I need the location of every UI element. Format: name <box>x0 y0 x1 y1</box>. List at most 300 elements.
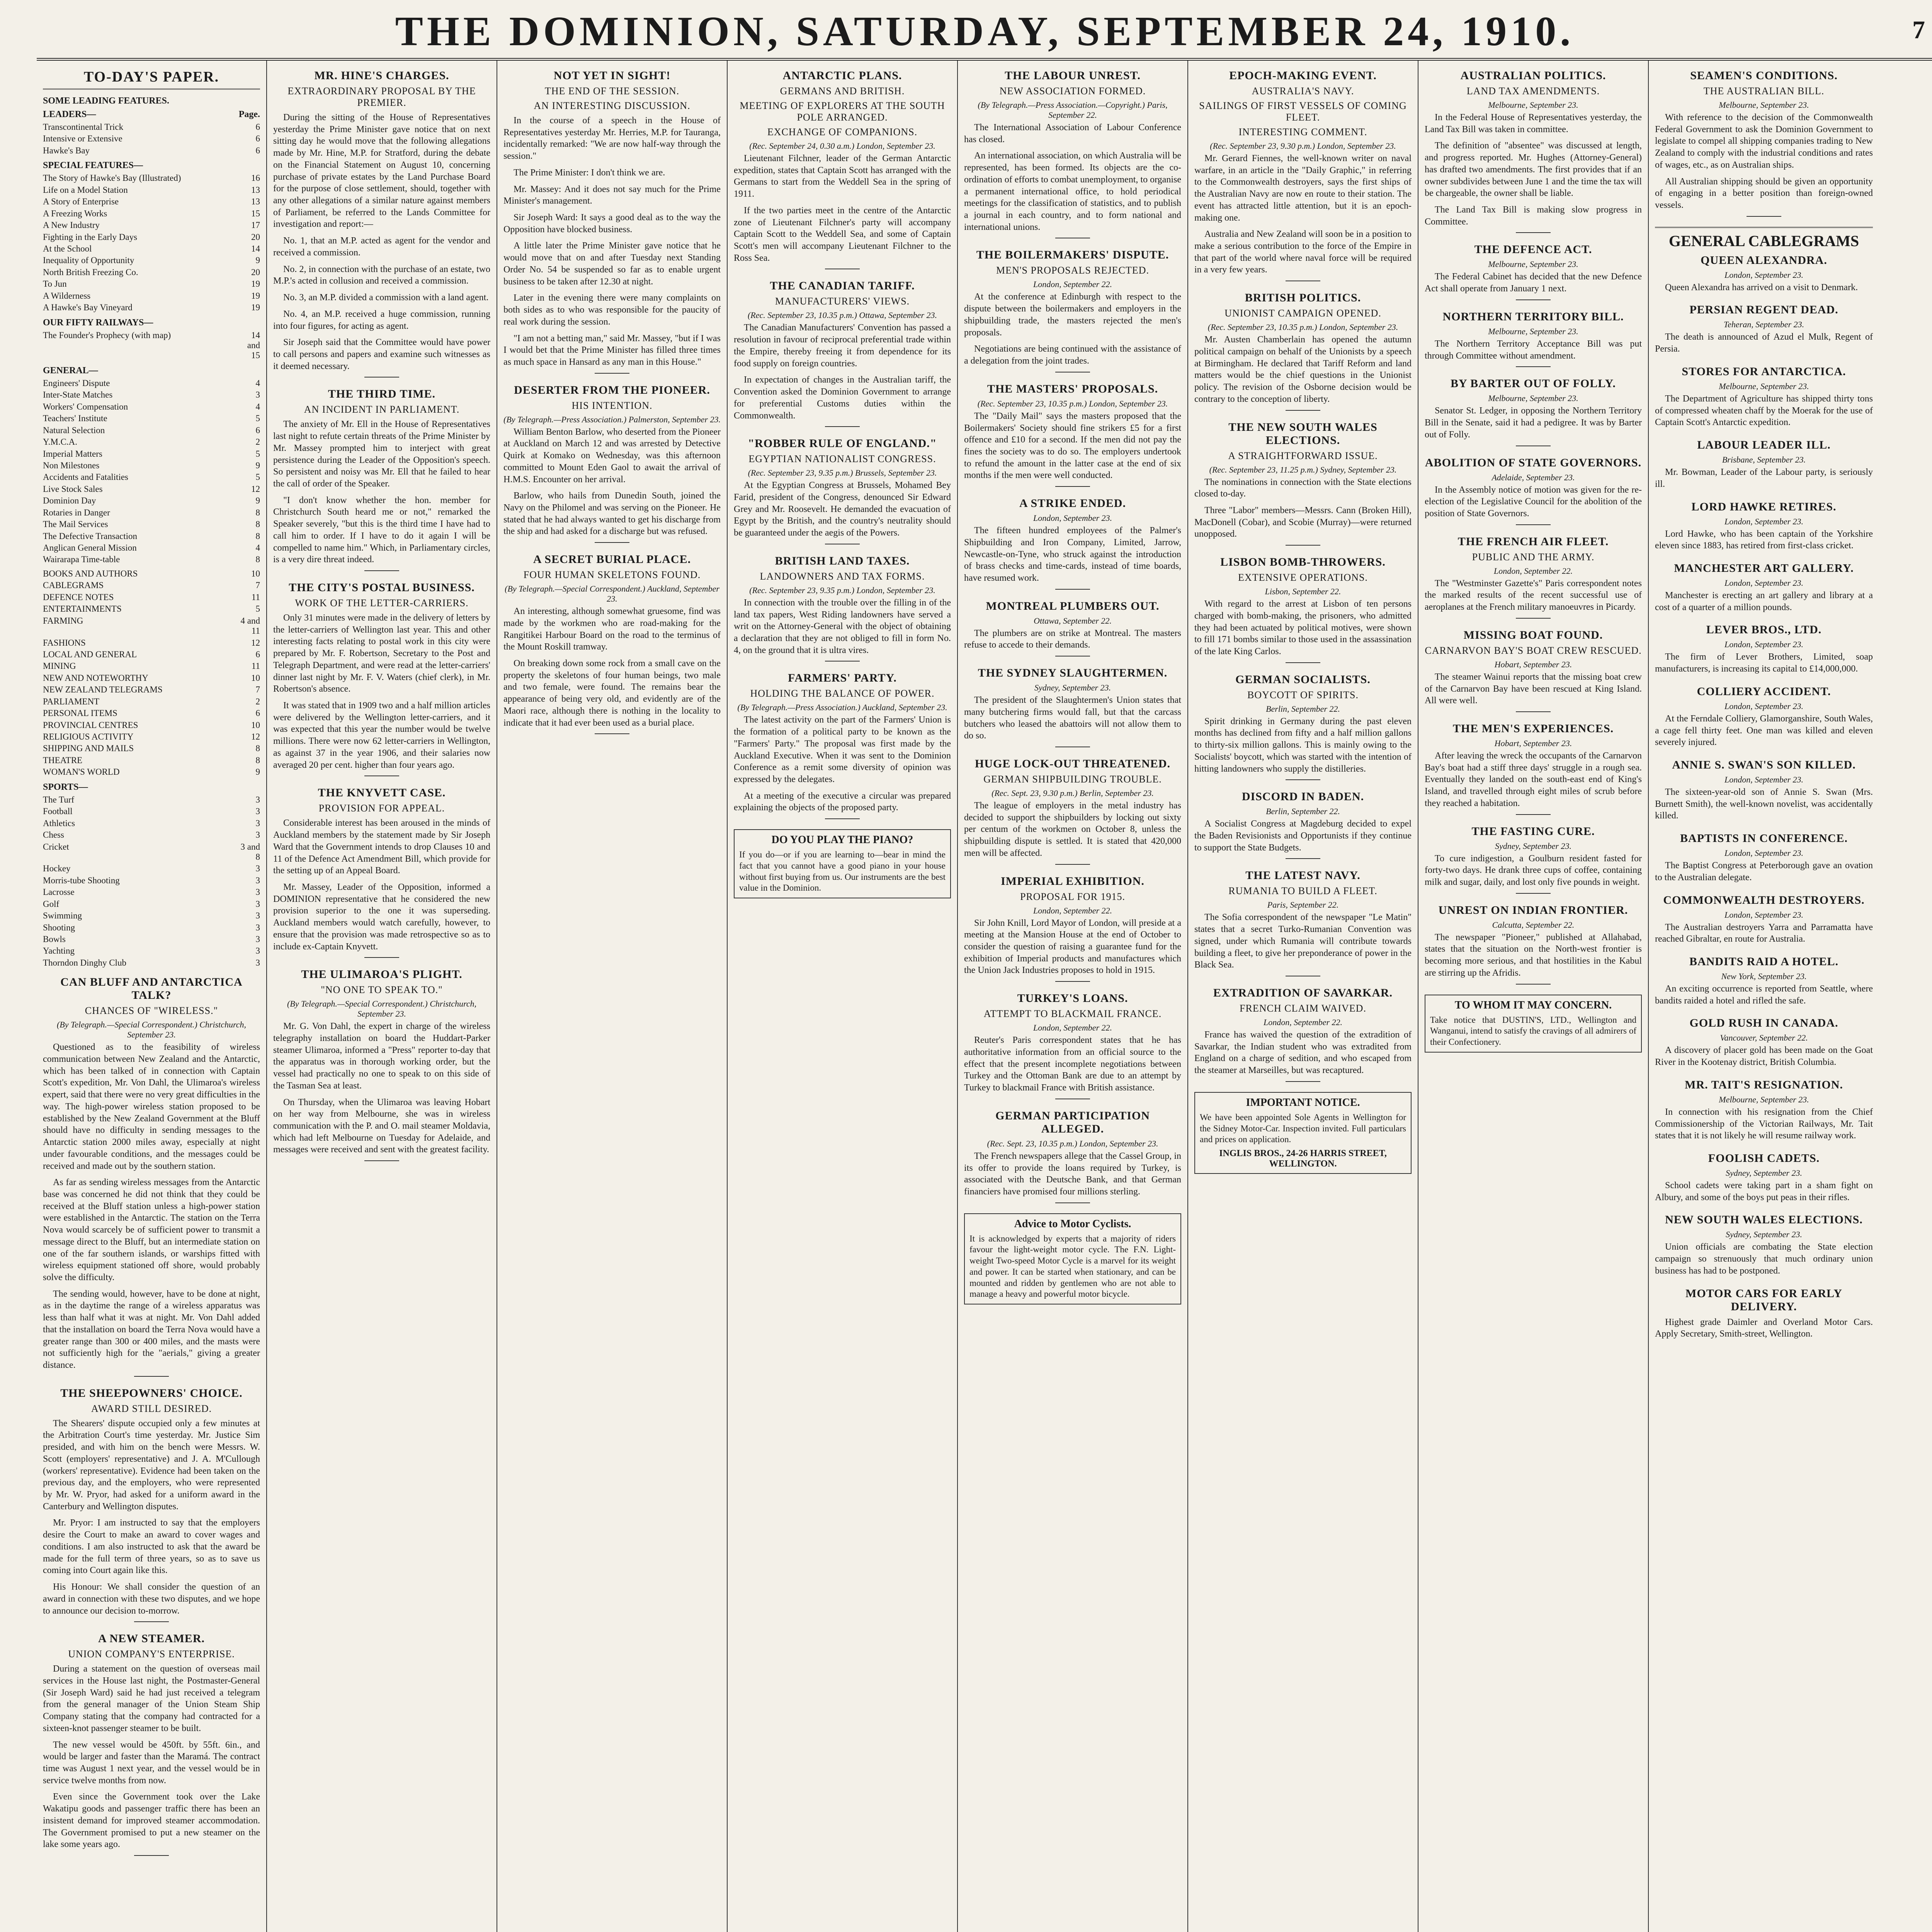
contents-label: Hawke's Bay <box>43 145 90 155</box>
column-2 <box>267 61 497 1932</box>
article-paragraph: The fifteen hundred employees of the Palmer's Shipbuilding and Iron Company, Limited, Jarrow, Newcastle-on-Tyne, who struck against the introduction of brass checks and time-cards, instead of time boards, have resumed work. <box>964 526 1181 583</box>
contents-page: 8 <box>255 519 260 529</box>
contents-row <box>43 806 260 817</box>
article-paragraph: "I don't know whether the hon. member for Christchurch South heard me or not," remarked the Speaker severely, "but this is the third time I have had to call him to order. If I have to do it again I will be compelled to name him." Which, in Parliamentary circles, is a very dire threat indeed. <box>273 495 490 565</box>
article-paragraph: Three "Labor" members—Messrs. Cann (Broken Hill), MacDonell (Cobar), and Scobie (Murray)—were returned unopposed. <box>1194 505 1412 539</box>
contents-label: To Jun <box>43 279 67 289</box>
cablegram-text: A discovery of placer gold has been made on the Goat River in the Kootenay district, British Columbia. <box>1655 1045 1873 1068</box>
cablegram-dateline: Melbourne, September 23. <box>1719 1094 1809 1104</box>
column-6 <box>1188 61 1418 1932</box>
article-paragraph: After leaving the wreck the occupants of the Carnarvon Bay's boat had a stiff three days' struggle in a rough sea. Eventually they landed on the south-east end of King's Island, and travelled through eight miles of scrub before they reached a habitation. <box>1425 750 1642 808</box>
article-dateline: London, September 23. <box>1033 513 1112 523</box>
contents-label: Hockey <box>43 864 71 874</box>
contents-row <box>43 172 260 184</box>
article-savarkar <box>1194 986 1412 1082</box>
ad-text: It is acknowledged by experts that a majority of riders favour the light-weight motor cycle. The F.N. Light-weight Two-speed Motor Cycle is a marvel for its weight and power. It can be started when stationary, and can be mounted and ridden by gentlemen who are not able to manage a heavy and powerful motor bicycle. <box>969 1233 1176 1299</box>
article-paragraph: Considerable interest has been aroused in the minds of Auckland members by the statement made by Sir Joseph Ward that the Government intends to drop Clauses 10 and 11 of the Defence Act Amendment Bill, which provide for the setting up of an Appeal Board. <box>273 818 490 876</box>
article-paragraph: "I am not a betting man," said Mr. Massey, "but if I was I would bet that the Prime Minister has filled three times as much space in Hansard as any man in this House." <box>503 333 721 367</box>
article-subtitle: EGYPTIAN NATIONALIST CONGRESS. <box>748 453 936 465</box>
contents-page: 6 <box>255 708 260 718</box>
fifty-label: OUR FIFTY RAILWAYS— <box>43 317 153 328</box>
separator-rule <box>1286 662 1320 663</box>
article-dateline: (Rec. September 23, 9.30 p.m.) London, September 23. <box>1210 141 1396 151</box>
contents-page: 6 <box>255 425 260 435</box>
article-dateline: Lisbon, September 22. <box>1265 587 1341 597</box>
separator-rule <box>1516 618 1551 619</box>
article-subtitle: FRENCH CLAIM WAIVED. <box>1240 1003 1366 1014</box>
contents-row <box>43 495 260 507</box>
article-paragraph: The Federal Cabinet has decided that the new Defence Act shall operate from January 1 next. <box>1425 272 1642 294</box>
cablegram-dateline: London, September 23. <box>1724 639 1804 650</box>
cablegram-dateline: London, September 23. <box>1724 848 1804 858</box>
contents-label: Athletics <box>43 818 75 828</box>
article-title: THE LATEST NAVY. <box>1245 869 1361 882</box>
contents-page: 9 <box>255 496 260 506</box>
contents-page: 3 <box>255 390 260 400</box>
cablegram-item <box>1655 1152 1873 1203</box>
contents-page: 3 <box>255 934 260 944</box>
contents-page: 9 <box>255 460 260 470</box>
article-paragraph: Barlow, who hails from Dunedin South, joined the Navy on the Philomel and was serving on the Pioneer. He stated that he had always wanted to get his discharge from the ship and had asked for a discharge but was refused. <box>503 491 721 537</box>
contents-page: 10 <box>251 720 260 730</box>
article-subtitle: A STRAIGHTFORWARD ISSUE. <box>1228 450 1378 461</box>
article-paragraph: The Prime Minister: I don't think we are. <box>514 167 665 178</box>
article-subtitle: NEW ASSOCIATION FORMED. <box>999 85 1146 97</box>
article-title: THE CITY'S POSTAL BUSINESS. <box>289 581 475 594</box>
article-dateline: (Rec. September 23, 11.25 p.m.) Sydney, September 23. <box>1209 464 1397 474</box>
contents-label: Workers' Compensation <box>43 401 128 412</box>
contents-row <box>43 696 260 707</box>
article-subtitle: THE END OF THE SESSION. <box>544 85 680 97</box>
article-paragraph: The Shearers' dispute occupied only a few minutes at the Arbitration Court's time yesterday. Mr. Justice Sim presided, and with him on the bench were Messrs. W. Scott (employers' representative) and J. A. M'Cullough (workers' representative). Evidence had been taken on the previous day, and the employers, who were represented by Mr. W. Pryor, had asked for a uniform award in the Canterbury and Wellington disputes. <box>43 1418 260 1512</box>
contents-page: 12 <box>251 484 260 494</box>
article-paragraph: The steamer Wainui reports that the missing boat crew of the Carnarvon Bay have been rescued at King Island. All were well. <box>1425 672 1642 706</box>
contents-row <box>43 743 260 754</box>
contents-page: 6 <box>255 122 260 132</box>
cablegram-dateline: Brisbane, September 23. <box>1722 455 1806 465</box>
article-paragraph: Mr. Massey: And it does not say much for the Prime Minister's management. <box>503 184 721 206</box>
contents-label: A New Industry <box>43 220 100 230</box>
contents-row <box>43 436 260 448</box>
cablegram-title: QUEEN ALEXANDRA. <box>1701 253 1827 267</box>
columns <box>37 61 1932 1932</box>
article-dateline: London, September 22. <box>1033 1023 1112 1033</box>
article-title: THE LABOUR UNREST. <box>1005 69 1141 82</box>
article-subtitle: CARNARVON BAY'S BOAT CREW RESCUED. <box>1425 645 1642 656</box>
article-paragraph: The newspaper "Pioneer," published at Allahabad, states that the situation on the North-west frontier is becoming more serious, and that hostilities in the Kabul are stirring up the Afridis. <box>1425 932 1642 978</box>
contents-row <box>43 330 260 362</box>
article-paragraph: In connection with the trouble over the filling in of the land tax papers, West Riding landowners have served a writ on the Attorney-General with the object of obtaining a declaration that they are not obliged to fill in form No. 4, on the ground that it is ultra vires. <box>734 597 951 655</box>
article-dateline: Hobart, September 23. <box>1494 659 1572 669</box>
cablegram-item <box>1655 759 1873 822</box>
cablegram-dateline: Sydney, September 23. <box>1726 1230 1802 1240</box>
article-title: THE BOILERMAKERS' DISPUTE. <box>976 248 1169 262</box>
cablegram-text: At the Ferndale Colliery, Glamorganshire, South Wales, a cage fell thirty feet. One man was killed and eleven severely injured. <box>1655 713 1873 748</box>
article-subtitle: BOYCOTT OF SPIRITS. <box>1247 689 1359 701</box>
article-title: "ROBBER RULE OF ENGLAND." <box>748 437 937 450</box>
contents-page: 10 <box>251 673 260 683</box>
contents-label: RELIGIOUS ACTIVITY <box>43 732 134 742</box>
contents-label: BOOKS AND AUTHORS <box>43 568 138 578</box>
article-mens-experiences <box>1425 722 1642 815</box>
article-postal-business <box>273 581 490 776</box>
contents-row <box>43 731 260 743</box>
contents-label: THEATRE <box>43 755 83 765</box>
contents-label: Fighting in the Early Days <box>43 232 138 242</box>
article-land-taxes <box>734 554 951 662</box>
leaders-heading <box>43 109 260 120</box>
contents-label: A Wilderness <box>43 291 91 301</box>
contents-page: 5 <box>255 604 260 614</box>
cablegram-title: BAPTISTS IN CONFERENCE. <box>1680 832 1848 845</box>
separator-rule <box>364 570 399 571</box>
article-boilermakers <box>964 248 1181 372</box>
article-dateline: Paris, September 22. <box>1267 900 1339 910</box>
contents-label: MINING <box>43 661 76 671</box>
article-title: UNREST ON INDIAN FRONTIER. <box>1438 903 1628 917</box>
contents-row <box>43 755 260 766</box>
contents-row <box>43 922 260 934</box>
cablegram-item <box>1655 500 1873 552</box>
contents-page: 7 <box>255 580 260 590</box>
cablegram-text: School cadets were taking part in a sham fight on Albury, and some of the boys put peas in their rifles. <box>1655 1180 1873 1202</box>
article-paragraph: Even since the Government took over the Lake Wakatipu goods and passenger traffic there has been an insistent demand for improved steamer accommodation. The Government promised to put a new steamer on the lake some years ago. <box>43 1792 260 1850</box>
contents-row <box>43 243 260 255</box>
article-dateline: Melbourne, September 23. <box>1488 326 1578 336</box>
separator-rule <box>1055 486 1090 487</box>
contents-page: 14 <box>251 243 260 253</box>
article-dateline: (Rec. September 23, 9.35 p.m.) Brussels, September 23. <box>748 468 937 478</box>
article-paragraph: The French newspapers allege that the Cassel Group, in its offer to provide the loans required by Turkey, is associated with the Deutsche Bank, and that German financiers have promised four millions sterling. <box>964 1151 1181 1197</box>
ad-title: TO WHOM IT MAY CONCERN. <box>1454 999 1612 1011</box>
article-title: THE DEFENCE ACT. <box>1474 243 1592 256</box>
contents-page: 13 <box>251 197 260 207</box>
article-paragraph: Mr. Pryor: I am instructed to say that the employers desire the Court to make an award to cover wages and conditions. I am also instructed to ask that the award be made for the full term of three years, so as to save us coming into Court again like this. <box>43 1518 260 1576</box>
contents-label: Lacrosse <box>43 887 75 897</box>
separator-rule <box>364 1160 399 1161</box>
article-title: EXTRADITION OF SAVARKAR. <box>1213 986 1393 1000</box>
article-paragraph: To cure indigestion, a Goulburn resident fasted for forty-two days. He drank three cups of coffee, containing milk and sugar, daily, and lost only five pounds in weight. <box>1425 853 1642 887</box>
article-paragraph: The International Association of Labour Conference has closed. <box>964 122 1181 145</box>
contents-label: DEFENCE NOTES <box>43 592 114 602</box>
article-subtitle: GERMAN SHIPBUILDING TROUBLE. <box>983 774 1162 785</box>
article-title: BRITISH LAND TAXES. <box>775 554 910 567</box>
cablegram-title: COLLIERY ACCIDENT. <box>1697 685 1831 698</box>
contents-page: 3 <box>255 875 260 885</box>
ad-title: Advice to Motor Cyclists. <box>1014 1218 1131 1230</box>
contents-label: NEW AND NOTEWORTHY <box>43 673 148 683</box>
cablegram-text: The Australian destroyers Yarra and Parramatta have reached Gibraltar, en route for Australia. <box>1655 922 1873 944</box>
leaders-list <box>43 121 260 156</box>
contents-page: 6 <box>255 145 260 155</box>
column-4 <box>728 61 958 1932</box>
contents-label: Football <box>43 806 73 816</box>
contents-label: Thorndon Dinghy Club <box>43 957 126 968</box>
departments-list <box>43 568 260 778</box>
article-subtitle: FOUR HUMAN SKELETONS FOUND. <box>523 569 701 581</box>
cablegram-title: MOTOR CARS FOR EARLY DELIVERY. <box>1685 1287 1842 1313</box>
article-title: FARMERS' PARTY. <box>788 672 897 685</box>
article-paragraph: Mr. Gerard Fiennes, the well-known writer on naval warfare, in an article in the "Daily Graphic," in referring to the Commonwealth destroyers, says the first ships of the Australian Navy are now en route to their station. The event has attracted little attention, but it is an epoch-making one. <box>1194 153 1412 223</box>
contents-page: 8 <box>255 743 260 753</box>
contents-label: Live Stock Sales <box>43 484 103 494</box>
cablegram-item <box>1655 562 1873 613</box>
contents-label: Golf <box>43 899 60 909</box>
article-dateline: Calcutta, September 22. <box>1492 920 1575 930</box>
contents-row <box>43 637 260 649</box>
article-dateline: Berlin, September 22. <box>1266 704 1340 714</box>
cablegram-title: ANNIE S. SWAN'S SON KILLED. <box>1672 758 1856 771</box>
contents-row <box>43 460 260 471</box>
article-subtitle: MEN'S PROPOSALS REJECTED. <box>996 265 1149 276</box>
contents-page: 20 <box>251 267 260 277</box>
article-paragraph: If the two parties meet in the centre of the Antarctic zone of Lieutenant Filchner's party will accompany Captain Scott to the Weddell Sea, and some of Captain Scott's men will accompany Lieutenant Filchner to the Ross Sea. <box>734 205 951 263</box>
article-subtitle: EXCHANGE OF COMPANIONS. <box>767 126 918 138</box>
cablegram-item <box>1655 439 1873 490</box>
article-dateline: (Rec. September 23, 10.35 p.m.) London, September 23. <box>1208 322 1398 332</box>
article-subtitle: UNION COMPANY'S ENTERPRISE. <box>68 1648 235 1660</box>
article-dateline: Adelaide, September 23. <box>1492 472 1575 482</box>
contents-label: Accidents and Fatalities <box>43 472 128 482</box>
separator-rule <box>1516 524 1551 525</box>
contents-page: 3 <box>255 899 260 909</box>
contents-label: Cricket <box>43 842 69 852</box>
contents-label: ENTERTAINMENTS <box>43 604 122 614</box>
article-subtitle: THE AUSTRALIAN BILL. <box>1703 85 1825 97</box>
article-paragraph: The Canadian Manufacturers' Convention has passed a resolution in favour of reciprocal preferential trade within the Empire, thereby freeing it from dependence for its food supply on foreign countries. <box>734 323 951 369</box>
article-paragraph: Questioned as to the feasibility of wireless communication between New Zealand and the Antarctic, which has been talked of in connection with Captain Scott's expedition, Mr. Von Dahl, the Ulimaroa's wireless expert, said that there were no very great difficulties in the way. The high-power wireless station proposed to be established by the New Zealand Government at the Bluff should have no difficulty in sending messages to the Antarctic station 2000 miles away, especially at night under favourable conditions, and the messages could be received and made out by the southern station. <box>43 1042 260 1171</box>
contents-row <box>43 615 260 637</box>
contents-page: 4 <box>255 543 260 553</box>
article-subtitle: HIS INTENTION. <box>571 400 653 411</box>
contents-page: 6 <box>255 649 260 659</box>
article-paragraph: The nominations in connection with the State elections closed to-day. <box>1194 477 1412 499</box>
contents-label: At the School <box>43 243 92 253</box>
article-paragraph: A Socialist Congress at Magdeburg decided to expel the Baden Revisionists and Opportunists if they continue to support the State Budgets. <box>1194 819 1412 853</box>
article-seamen <box>1655 69 1873 217</box>
separator-rule <box>1055 981 1090 982</box>
contents-page: 9 <box>255 255 260 265</box>
article-subtitle: EXTRAORDINARY PROPOSAL BY THE PREMIER. <box>287 85 476 108</box>
article-paragraph: Mr. Austen Chamberlain has opened the autumn political campaign on behalf of the Unionists by a speech at Birmingham. He declared that Tariff Reform and land matters would be the chief questions in the Unionist policy. The revision of the Osborne decision would be contrary to the conception of liberty. <box>1194 335 1412 404</box>
cablegram-title: COMMONWEALTH DESTROYERS. <box>1663 893 1865 906</box>
contents-row <box>43 672 260 684</box>
article-third-time <box>273 388 490 571</box>
article-northern-territory <box>1425 310 1642 367</box>
contents-row <box>43 145 260 156</box>
contents-page: 8 <box>255 554 260 565</box>
article-paragraph: His Honour: We shall consider the question of an award in connection with these two disputes, and we hope to announce our decision to-morrow. <box>43 1582 260 1616</box>
article-dateline: Berlin, September 22. <box>1266 806 1340 816</box>
cablegram-title: PERSIAN REGENT DEAD. <box>1689 303 1838 316</box>
contents-label: Imperial Matters <box>43 449 102 459</box>
contents-page: 7 <box>255 685 260 695</box>
article-paragraph: William Benton Barlow, who deserted from the Pioneer at Auckland on March 12 and was arrested by Detective Quirk at Komako on Wednesday, was this afternoon committed to Mount Eden Gaol to await the arrival of H.M.S. Encounter on her arrival. <box>503 427 721 485</box>
article-paragraph: In the course of a speech in the House of Representatives yesterday Mr. Herries, M.P. for Tauranga, incidentally remarked: "We are now half-way through the session." <box>503 116 721 162</box>
contents-row <box>43 401 260 413</box>
contents-page: 14 and 15 <box>247 330 260 361</box>
article-title: A STRIKE ENDED. <box>1019 497 1126 510</box>
contents-row <box>43 898 260 910</box>
article-title: SEAMEN'S CONDITIONS. <box>1690 69 1838 82</box>
article-dateline: (Rec. September 24, 0.30 a.m.) London, September 23. <box>749 141 935 151</box>
ad-motor-cyclists <box>964 1213 1181 1305</box>
ad-title: IMPORTANT NOTICE. <box>1246 1096 1360 1109</box>
contents-page: 19 <box>251 291 260 301</box>
separator-rule <box>1286 779 1320 780</box>
column-8 <box>1649 61 1879 1932</box>
article-paragraph: Spirit drinking in Germany during the past eleven months has declined from fifty and a half million gallons to thirty-six million gallons. This is mainly owing to the Socialists' boycott, which was started with the intention of hitting landowners who supply the distilleries. <box>1194 716 1412 774</box>
article-subtitle: RUMANIA TO BUILD A FLEET. <box>1228 885 1378 897</box>
article-title: BY BARTER OUT OF FOLLY. <box>1451 377 1616 390</box>
article-paragraph: With reference to the decision of the Commonwealth Federal Government to ask the Dominion Government to legislate to compel all shipping companies trading to New Zealand to comply with the industrial conditions and rates of wages, etc., as on Australian ships. <box>1655 112 1873 170</box>
article-subtitle: PUBLIC AND THE ARMY. <box>1472 551 1595 563</box>
contents-row <box>43 829 260 841</box>
contents-page: 3 <box>255 830 260 840</box>
cablegram-item <box>1655 832 1873 883</box>
contents-page: 12 <box>251 732 260 742</box>
article-subtitle: HOLDING THE BALANCE OF POWER. <box>750 688 935 699</box>
contents-row <box>43 121 260 133</box>
article-subtitle: LAND TAX AMENDMENTS. <box>1466 85 1600 97</box>
contents-row <box>43 133 260 145</box>
cablegram-dateline: London, September 23. <box>1724 774 1804 784</box>
cablegram-item <box>1655 1017 1873 1068</box>
separator-rule <box>1516 984 1551 985</box>
article-title: THE MEN'S EXPERIENCES. <box>1452 722 1614 735</box>
article-title: THE FRENCH AIR FLEET. <box>1458 535 1609 548</box>
contents-row <box>43 603 260 615</box>
article-paragraph: The sending would, however, have to be done at night, as in the daytime the range of a wireless apparatus was less than half what it was at night. Mr. Von Dahl added that the installation on board the Terra Nova would have a greater range than 300 or 400 miles, and the masts were not sufficiently high for the "aerials," giving a greater distance. <box>43 1289 260 1370</box>
article-paragraph: The Northern Territory Acceptance Bill was put through Committee without amendment. <box>1425 338 1642 361</box>
article-defence-act <box>1425 243 1642 300</box>
article-paragraph: The new vessel would be 450ft. by 55ft. 6in., and would be larger and faster than the Maramá. The contract time was August 1 next year, and the vessel would be in service twelve months from now. <box>43 1740 260 1786</box>
cablegram-title: GOLD RUSH IN CANADA. <box>1689 1017 1838 1030</box>
ad-text: Take notice that DUSTIN'S, LTD., Wellington and Wanganui, intend to satisfy the cravings of all admirers of their Confectionery. <box>1430 1015 1636 1047</box>
contents-label: PROVINCIAL CENTRES <box>43 720 138 730</box>
cablegram-dateline: London, September 23. <box>1724 516 1804 526</box>
cablegram-dateline: London, September 23. <box>1724 270 1804 280</box>
article-subtitle: "NO ONE TO SPEAK TO." <box>321 984 443 996</box>
article-title: TURKEY'S LOANS. <box>1017 992 1128 1005</box>
contents-row <box>43 554 260 565</box>
contents-row <box>43 592 260 603</box>
article-paragraph: In the Federal House of Representatives yesterday, the Land Tax Bill was taken in committee. <box>1425 112 1642 134</box>
article-paragraph: Negotiations are being continued with the assistance of a delegation from the joint trades. <box>964 344 1181 366</box>
contents-page: 19 <box>251 279 260 289</box>
contents-row <box>43 957 260 969</box>
contents-page: 9 <box>255 767 260 777</box>
cablegram-title: LORD HAWKE RETIRES. <box>1691 500 1837 513</box>
contents-label: Shooting <box>43 922 75 932</box>
cablegram-list <box>1655 254 1873 1340</box>
contents-label: Chess <box>43 830 64 840</box>
article-french-air-fleet <box>1425 535 1642 619</box>
contents-page: 4 and 11 <box>240 616 260 636</box>
cablegram-title: STORES FOR ANTARCTICA. <box>1682 365 1846 378</box>
contents-row <box>43 184 260 196</box>
article-dateline: (Rec. September 23, 10.35 p.m.) Ottawa, September 23. <box>747 310 937 320</box>
article-title: THE SHEEPOWNERS' CHOICE. <box>60 1386 243 1400</box>
cablegram-dateline: New York, September 23. <box>1721 971 1807 981</box>
article-subtitle: AWARD STILL DESIRED. <box>91 1403 212 1414</box>
article-dateline: Ottawa, September 22. <box>1034 616 1112 626</box>
contents-label: North British Freezing Co. <box>43 267 138 277</box>
article-paragraph: During the sitting of the House of Representatives yesterday the Prime Minister gave notice that on next sitting day he would move that the following allegations made by Mr. Hine, M.P. for Stratford, during the debate on the Financial Statement on August 10, concerning purchase of private estates by the Land Purchase Board for the purpose of close settlement, should, together with any other allegations of a similar nature against members of Parliament, be referred to the Lands Committee for investigation and report:— <box>273 112 490 230</box>
ad-piano <box>734 829 951 898</box>
separator-rule <box>1286 858 1320 859</box>
contents-row <box>43 910 260 922</box>
separator-rule <box>1516 814 1551 815</box>
separator-rule <box>825 426 860 427</box>
contents-row <box>43 580 260 591</box>
article-farmers-party <box>734 672 951 819</box>
article-dateline: Melbourne, September 23. <box>1488 259 1578 269</box>
article-subtitle: SAILINGS OF FIRST VESSELS OF COMING FLEET. <box>1199 100 1407 123</box>
contents-row <box>43 219 260 231</box>
article-paragraph: With regard to the arrest at Lisbon of ten persons charged with bomb-making, the prisoners, who admitted they had been actuated by political motives, were shown to fill 171 bombs similar to those used in the assassination of the late King Carlos. <box>1194 599 1412 656</box>
cablegram-item <box>1655 1213 1873 1277</box>
contents-label: Yachting <box>43 946 75 956</box>
article-paragraph: A little later the Prime Minister gave notice that he would move that on and after Tuesday next Standing Order No. 54 be suspended so far as to enable urgent business to be taken after 12.30 at night. <box>503 241 721 287</box>
contents-label: A Hawke's Bay Vineyard <box>43 303 133 313</box>
article-german-participation <box>964 1109 1181 1203</box>
article-dateline: (By Telegraph.—Press Association.) Palmerston, September 23. <box>503 414 721 424</box>
article-title: HUGE LOCK-OUT THREATENED. <box>975 757 1170 770</box>
article-paragraph: Reuter's Paris correspondent states that he has authoritative information from an official source to the effect that the present incomplete negotiations between Turkey and the Ottoman Bank are due to an attempt by Turkey to blackmail France with British assistance. <box>964 1035 1181 1093</box>
cablegram-dateline: Melbourne, September 23. <box>1719 381 1809 391</box>
contents-row <box>43 531 260 542</box>
article-subtitle: INTERESTING COMMENT. <box>1238 126 1367 138</box>
article-dateline: (By Telegraph.—Special Correspondent.) Christchurch, September 23. <box>56 1020 247 1040</box>
todays-paper-heading: TO-DAY'S PAPER. <box>43 68 260 90</box>
article-paragraph: Australia and New Zealand will soon be in a position to make a serious contribution to the force of the Empire in that part of the world where naval force will be required in a very few years. <box>1194 229 1412 275</box>
contents-page: 13 <box>251 185 260 195</box>
article-turkey-loans <box>964 992 1181 1099</box>
contents-row <box>43 389 260 401</box>
contents-label: LOCAL AND GENERAL <box>43 649 137 659</box>
cablegram-item <box>1655 1078 1873 1142</box>
article-title: MONTREAL PLUMBERS OUT. <box>986 599 1160 612</box>
article-paragraph: Lieutenant Filchner, leader of the German Antarctic expedition, states that Captain Scott has arranged with the Germans to start from the Weddell Sea in the spring of 1911. <box>734 153 951 199</box>
cablegram-text: Queen Alexandra has arrived on a visit to Denmark. <box>1665 282 1858 293</box>
contents-row <box>43 231 260 243</box>
article-nsw-elections <box>1194 421 1412 546</box>
cablegram-text: Mr. Bowman, Leader of the Labour party, is seriously ill. <box>1655 467 1873 489</box>
contents-row <box>43 267 260 278</box>
contents-label: Anglican General Mission <box>43 543 137 553</box>
general-cablegrams-heading: GENERAL CABLEGRAMS <box>1655 227 1873 250</box>
column-7 <box>1418 61 1649 1932</box>
sports-label: SPORTS— <box>43 782 88 792</box>
article-paragraph: On Thursday, when the Ulimaroa was leaving Hobart on her way from Melbourne, she was in wireless communication with the P. and O. mail steamer Moldavia, which had left Melbourne on Tuesday for Adelaide, and messages were received and sent with the greatest facility. <box>273 1097 490 1155</box>
contents-row <box>43 302 260 313</box>
article-title: ANTARCTIC PLANS. <box>782 69 902 82</box>
contents-row <box>43 766 260 778</box>
article-dateline: London, September 22. <box>1493 566 1573 576</box>
separator-rule <box>134 1855 169 1856</box>
contents-row <box>43 483 260 495</box>
article-antarctic-plans <box>734 69 951 269</box>
contents-label: The Turf <box>43 794 75 804</box>
contents-label: Wairarapa Time-table <box>43 554 120 565</box>
separator-rule <box>825 661 860 662</box>
column-5 <box>958 61 1188 1932</box>
contents-page: 8 <box>255 507 260 517</box>
article-dateline: London, September 22. <box>1263 1017 1343 1027</box>
cablegram-title: LEVER BROS., LTD. <box>1706 623 1822 636</box>
contents-page: 3 <box>255 864 260 874</box>
